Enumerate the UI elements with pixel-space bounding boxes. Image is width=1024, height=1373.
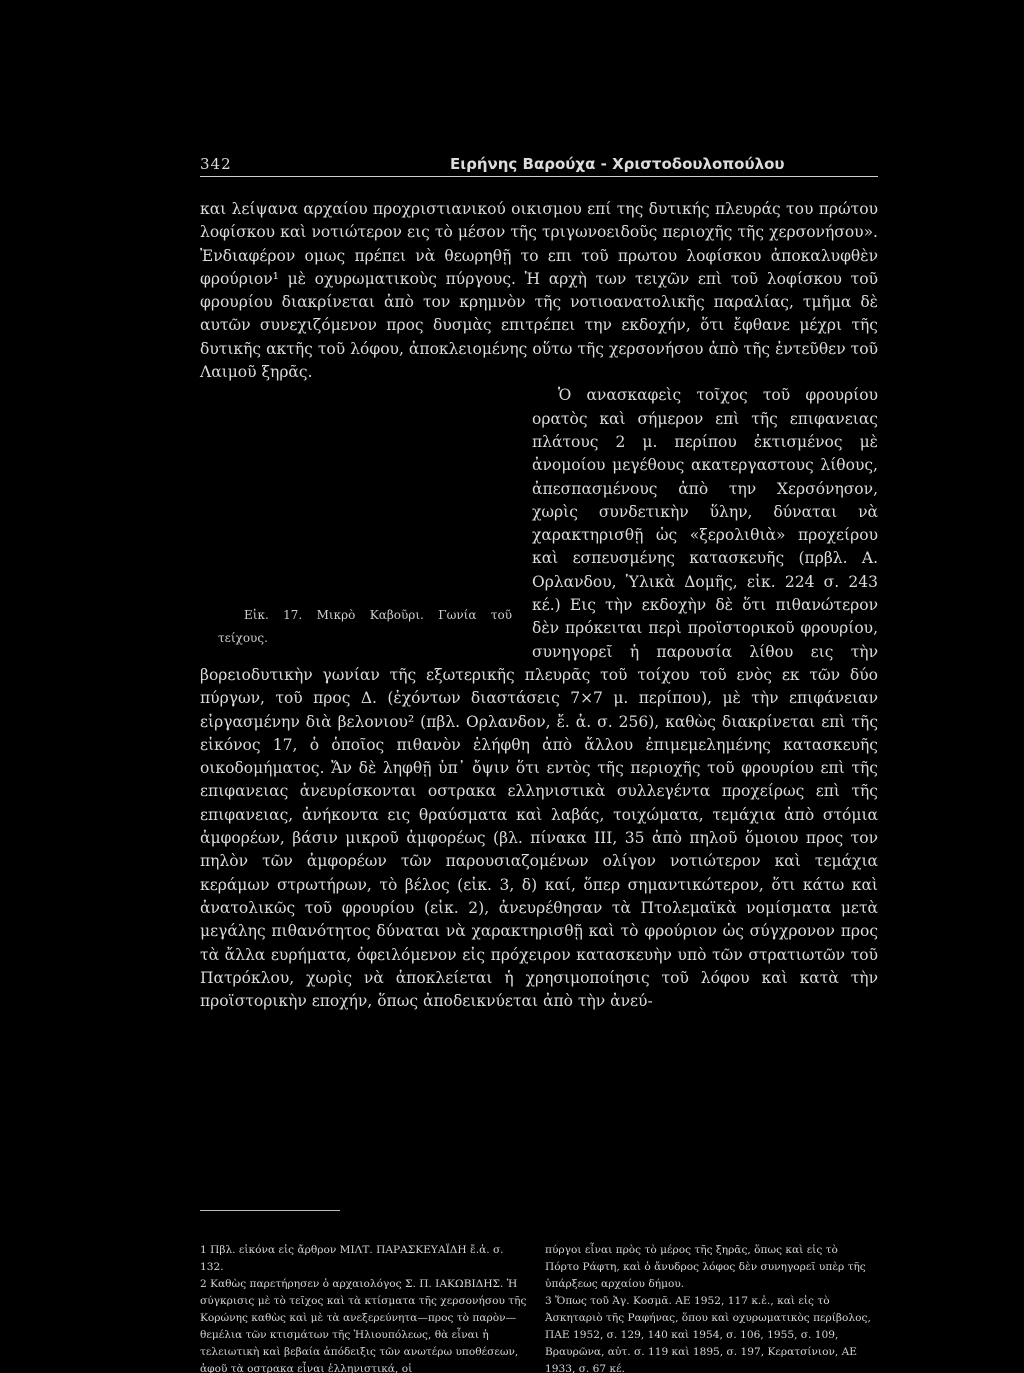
footnotes-right-column <box>545 1242 875 1373</box>
paragraph-2-text: Ὁ ανασκαφεὶς τοῖχος τοῦ φρουρίου ορατὸς καὶ σήμερον επὶ τῆς επιφανειας πλάτους 2 μ. περίπου ἐκτισμένος μὲ ἀνομοίου μεγέθους ακατεργαστους λίθους, ἀπεσπασμένους ἀπὸ την Χερσόνησον, χωρὶς συνδετικὴν ὕλην, δύναται νὰ χαρακτηρισθῇ ὡς «ξερολιθιὰ» προχείρου καὶ εσπευσμένης κατασκευῆς (πρβλ. Α. Ορλανδου, Ὑλικὰ Δομῆς, εἰκ. 224 σ. 243 κέ.) Εις τὴν εκδοχὴν δὲ ὅτι πιθανώτερον δὲν πρόκειται περὶ προϊστορικοῦ φρουρίου, συνηγορεῖ ἡ παρουσία λίθου εις τὴν βορειοδυτικὴν γωνίαν τῆς εξωτερικῆς πλευρᾶς τοῦ τοίχου τοῦ ενὸς εκ τῶν δύο πύργων, τοῦ προς Δ. (ἐχόντων διαστάσεις 7×7 μ. περίπου), μὲ τὴν επιφάνειαν εἰργασμένην διὰ βελονιου² (πβλ. Ορλανδον, ἔ. ἀ. σ. 256), καθὼς διακρίνεται επὶ τῆς εἰκόνος 17, ὁ ὁποῖος πιθανὸν ἐλήφθη ἀπὸ ἄλλου ἐπιμεμελημένης κατασκευῆς οικοδομήματος. Ἄν δὲ ληφθῇ ὑπ᾽ ὄψιν ὅτι εντὸς τῆς περιοχῆς τοῦ φρουρίου επὶ τῆς επιφανειας ἀνευρίσκονται οστρακα ελληνιστικὰ συλλεγέντα προχείρως επὶ τῆς επιφανειας, ἀνήκοντα εις θραύσματα καὶ λαβάς, τοιχώματα, τεμάχια ἀπὸ στόμια ἀμφορέων, βάσιν μικροῦ ἀμφορέως (βλ. πίνακα ΙΙΙ, 35 ἀπὸ πηλοῦ ὅμοιου προς τον πηλὸν τῶν ἀμφορέων τῶν παρουσιαζομένων ολίγον νοτιώτερον καὶ τεμάχια κεράμων στρωτήρων, τὸ βέλος (εἰκ. 3, δ) καί, ὅπερ σημαντικώτερον, ὅτι κάτω καὶ ἀνατολικῶς τοῦ φρουρίου (εἰκ. 2), ἀνευρέθησαν τὰ Πτολεμαϊκὰ νομίσματα μετὰ μεγάλης πιθανότητος δύναται νὰ χαρακτηρισθῇ καὶ τὸ φρούριον ὡς σύγχρονον προς τὰ ἄλλα ευρήματα, ὀφειλόμενον εἰς πρόχειρον κατασκευὴν υπὸ τῶν στρατιωτῶν τοῦ Πατρόκλου, χωρὶς νὰ ἀποκλείεται ἡ χρησιμοποίησις τοῦ λόφου καὶ κατὰ τὴν προϊστορικὴν εποχήν, ὅπως ἀποδεικνύεται ἀπὸ τὴν ἀνεύ- <box>200 386 878 1011</box>
page-number: 342 <box>200 155 232 173</box>
figure-caption: Εἰκ. 17. Μικρὸ Καβοῦρι. Γωνία τοῦ τείχους. <box>218 607 512 646</box>
paragraph-1: και λείψανα αρχαίου προχριστιανικού οικισμου επί της δυτικής πλευράς του πρώτου λοφίσκου καὶ νοτιώτερον εις τὸ μέσον τῆς τριγωνοειδοῦς περιοχῆς τῆς χερσονήσου». Ἐνδιαφέρον ομως πρέπει νὰ θεωρηθῇ το επι τοῦ πρωτου λοφίσκου ἀποκαλυφθὲν φρούριον¹ μὲ οχυρωματικοὺς πύργους. Ἡ αρχὴ των τειχῶν επὶ τοῦ λοφίσκου τοῦ φρουρίου διακρίνεται ἀπὸ τον κρημνὸν τῆς νοτιοανατολικῆς παραλίας, τμῆμα δὲ αυτῶν συνεχιζόμενον προς δυσμὰς επιτρέπει την εκδοχήν, ὅτι ἔφθανε μέχρι τῆς δυτικῆς ακτῆς τοῦ λόφου, ἀποκλειομένης οὕτω τῆς χερσονήσου ἀπὸ τῆς ἐντεῦθεν τοῦ Λαιμοῦ ξηρᾶς. <box>200 200 878 382</box>
running-head: Ειρήνης Βαρούχα - Χριστοδουλοπούλου <box>450 155 785 173</box>
footnote-2-continued: πύργοι εἶναι πρὸς τὸ μέρος τῆς ξηρᾶς, ὅπως καὶ εἰς τὸ Πόρτο Ράφτη, καὶ ὁ ἄνυδρος λόφος δὲν συνηγορεῖ υπὲρ τῆς ὑπάρξεως αρχαίου δήμου. <box>545 1244 866 1290</box>
body-text <box>200 198 878 1013</box>
footnote-2: 2 Καθὼς παρετήρησεν ὁ αρχαιολόγος Σ. Π. ΙΑΚΩΒΙΔΗΣ. Ἡ σύγκρισις μὲ τὸ τεῖχος καὶ τὰ κτίσματα τῆς χερσονήσου τῆς Κορώνης καθὼς καὶ μὲ τὰ ανεξερεύνητα—προς τὸ παρὸν—θεμέλια τῶν κτισμάτων τῆς Ἡλιουπόλεως, θὰ εἶναι ἡ τελειωτικὴ καὶ βεβαία ἀπόδειξις τῶν ανωτέρω υποθέσεων, ἀφοῦ τὰ οστρακα εἶναι ἑλληνιστικά, οἱ <box>200 1278 527 1373</box>
footnote-rule <box>200 1210 340 1211</box>
paragraph-2 <box>200 384 878 1013</box>
page-header <box>200 155 878 179</box>
footnotes-left-column <box>200 1242 530 1373</box>
footnote-3: 3 Ὅπως τοῦ Ἁγ. Κοσμᾶ. ΑΕ 1952, 117 κ.ἑ., καὶ εἰς τὸ Ἀσκηταριὸ τῆς Ραφήνας, ὅπου καὶ οχυρωματικὸς περίβολος, ΠΑΕ 1952, σ. 129, 140 καὶ 1954, σ. 106, 1955, σ. 109, Βραυρῶνα, αὐτ. σ. 119 καὶ 1895, σ. 197, Κερατσίνιον, ΑΕ 1933, σ. 67 κέ. <box>545 1295 871 1373</box>
header-rule <box>200 176 878 177</box>
figure-17 <box>200 386 512 658</box>
footnote-1: 1 Πβλ. εἰκόνα εἰς ἄρθρον ΜΙΛΤ. ΠΑΡΑΣΚΕΥΑΪΔΗ ἔ.ἀ. σ. 132. <box>200 1244 504 1273</box>
